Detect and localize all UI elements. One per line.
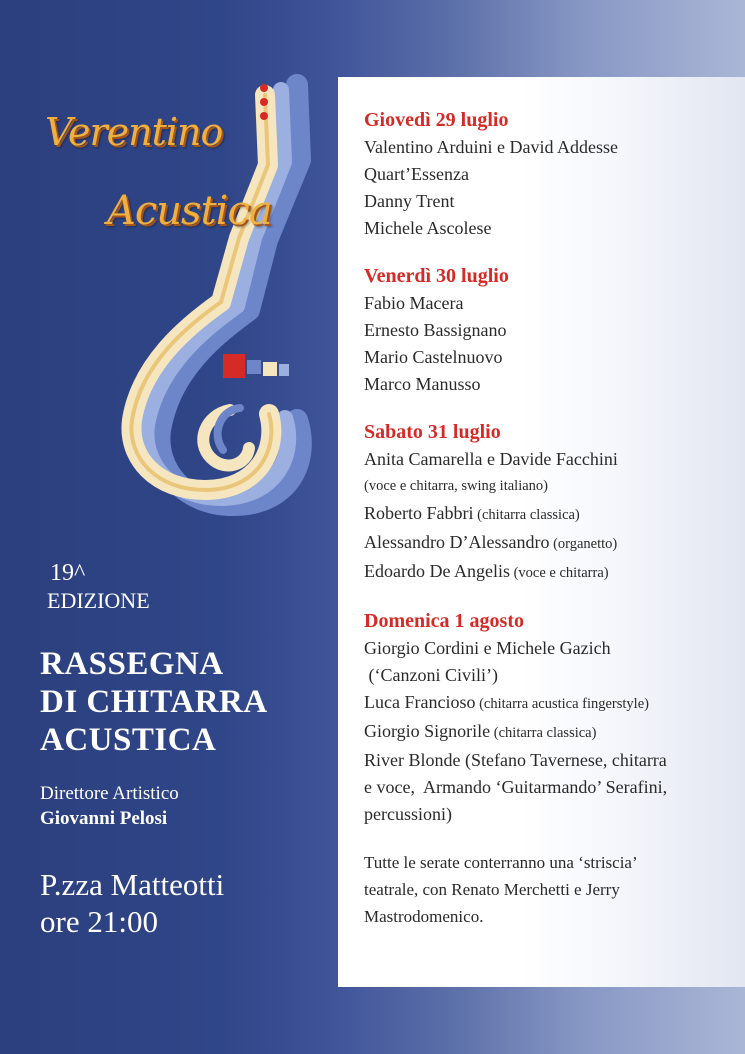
performer [364, 371, 739, 398]
day-title: Sabato 31 luglio [364, 421, 501, 443]
performer-name: Fabio Macera [364, 293, 464, 313]
performer-name: Alessandro D’Alessandro [364, 532, 550, 552]
director-label: Direttore Artistico [40, 783, 179, 804]
performer-name: (‘Canzoni Civili’) [364, 665, 498, 685]
edition-block [47, 559, 150, 615]
performer [364, 500, 739, 529]
performer [364, 215, 739, 242]
performer [364, 344, 739, 371]
performer [364, 134, 739, 161]
artistic-director [40, 781, 179, 831]
venue-time: ore 21:00 [40, 904, 158, 939]
performer-name: Edoardo De Angelis [364, 561, 510, 581]
performer [364, 718, 739, 747]
performer [364, 161, 739, 188]
footer-line1: Tutte le serate conterranno una ‘striscia’ [364, 853, 638, 872]
day-title: Venerdì 30 luglio [364, 265, 509, 287]
performer-note: (chitarra classica) [473, 507, 580, 523]
performer-name: Anita Camarella e Davide Facchini [364, 449, 618, 469]
performer-note: (voce e chitarra) [509, 565, 609, 581]
performer [364, 689, 739, 718]
performer [364, 290, 739, 317]
day-block [364, 107, 739, 242]
performer-note: (organetto) [549, 536, 618, 552]
performer [364, 529, 739, 558]
event-title-line3: ACUSTICA [40, 722, 217, 758]
performer-name: Marco Manusso [364, 374, 481, 394]
performer-name: Ernesto Bassignano [364, 320, 507, 340]
event-title [40, 645, 268, 759]
venue-block [40, 866, 224, 940]
footer-note [364, 849, 739, 930]
performer-name: Mario Castelnuovo [364, 347, 503, 367]
program-schedule [364, 107, 739, 930]
edition-label: EDIZIONE [47, 588, 150, 613]
performer [364, 446, 739, 473]
day-block [364, 263, 739, 398]
performer-note-line [364, 473, 739, 500]
performer-note: (chitarra classica) [490, 725, 597, 741]
performer-name: Michele Ascolese [364, 218, 492, 238]
performer [364, 774, 739, 801]
performer-note: (voce e chitarra, swing italiano) [364, 478, 548, 494]
event-title-line1: RASSEGNA [40, 646, 224, 682]
day-block [364, 419, 739, 587]
performer [364, 558, 739, 587]
event-title-line2: DI CHITARRA [40, 684, 268, 720]
performer [364, 801, 739, 828]
footer-line3: Mastrodomenico. [364, 907, 484, 926]
footer-line2: teatrale, con Renato Merchetti e Jerry [364, 880, 620, 899]
performer-name: Valentino Arduini e David Addesse [364, 137, 618, 157]
performer-name: Quart’Essenza [364, 164, 469, 184]
performer-note: (chitarra acustica fingerstyle) [475, 696, 649, 712]
performer-name: Roberto Fabbri [364, 503, 474, 523]
performer-name: River Blonde (Stefano Tavernese, chitarra [364, 750, 667, 770]
performer-name: Giorgio Cordini e Michele Gazich [364, 638, 611, 658]
performer-name: e voce, Armando ‘Guitarmando’ Serafini, [364, 777, 668, 797]
performer-name: percussioni) [364, 804, 452, 824]
performer-name: Luca Francioso [364, 692, 476, 712]
performer [364, 662, 739, 689]
performer-name: Giorgio Signorile [364, 721, 491, 741]
day-title: Giovedì 29 luglio [364, 109, 509, 131]
performer [364, 635, 739, 662]
day-block [364, 608, 739, 828]
day-title: Domenica 1 agosto [364, 610, 524, 632]
performer [364, 188, 739, 215]
edition-number: 19^ [50, 560, 86, 586]
performer [364, 317, 739, 344]
logo-title-line1: Verentino [45, 110, 223, 154]
performer-name: Danny Trent [364, 191, 455, 211]
performer [364, 747, 739, 774]
logo-title-line2: Acustica [107, 188, 272, 234]
logo [35, 70, 335, 530]
venue-place: P.zza Matteotti [40, 867, 225, 902]
director-name: Giovanni Pelosi [40, 808, 168, 829]
